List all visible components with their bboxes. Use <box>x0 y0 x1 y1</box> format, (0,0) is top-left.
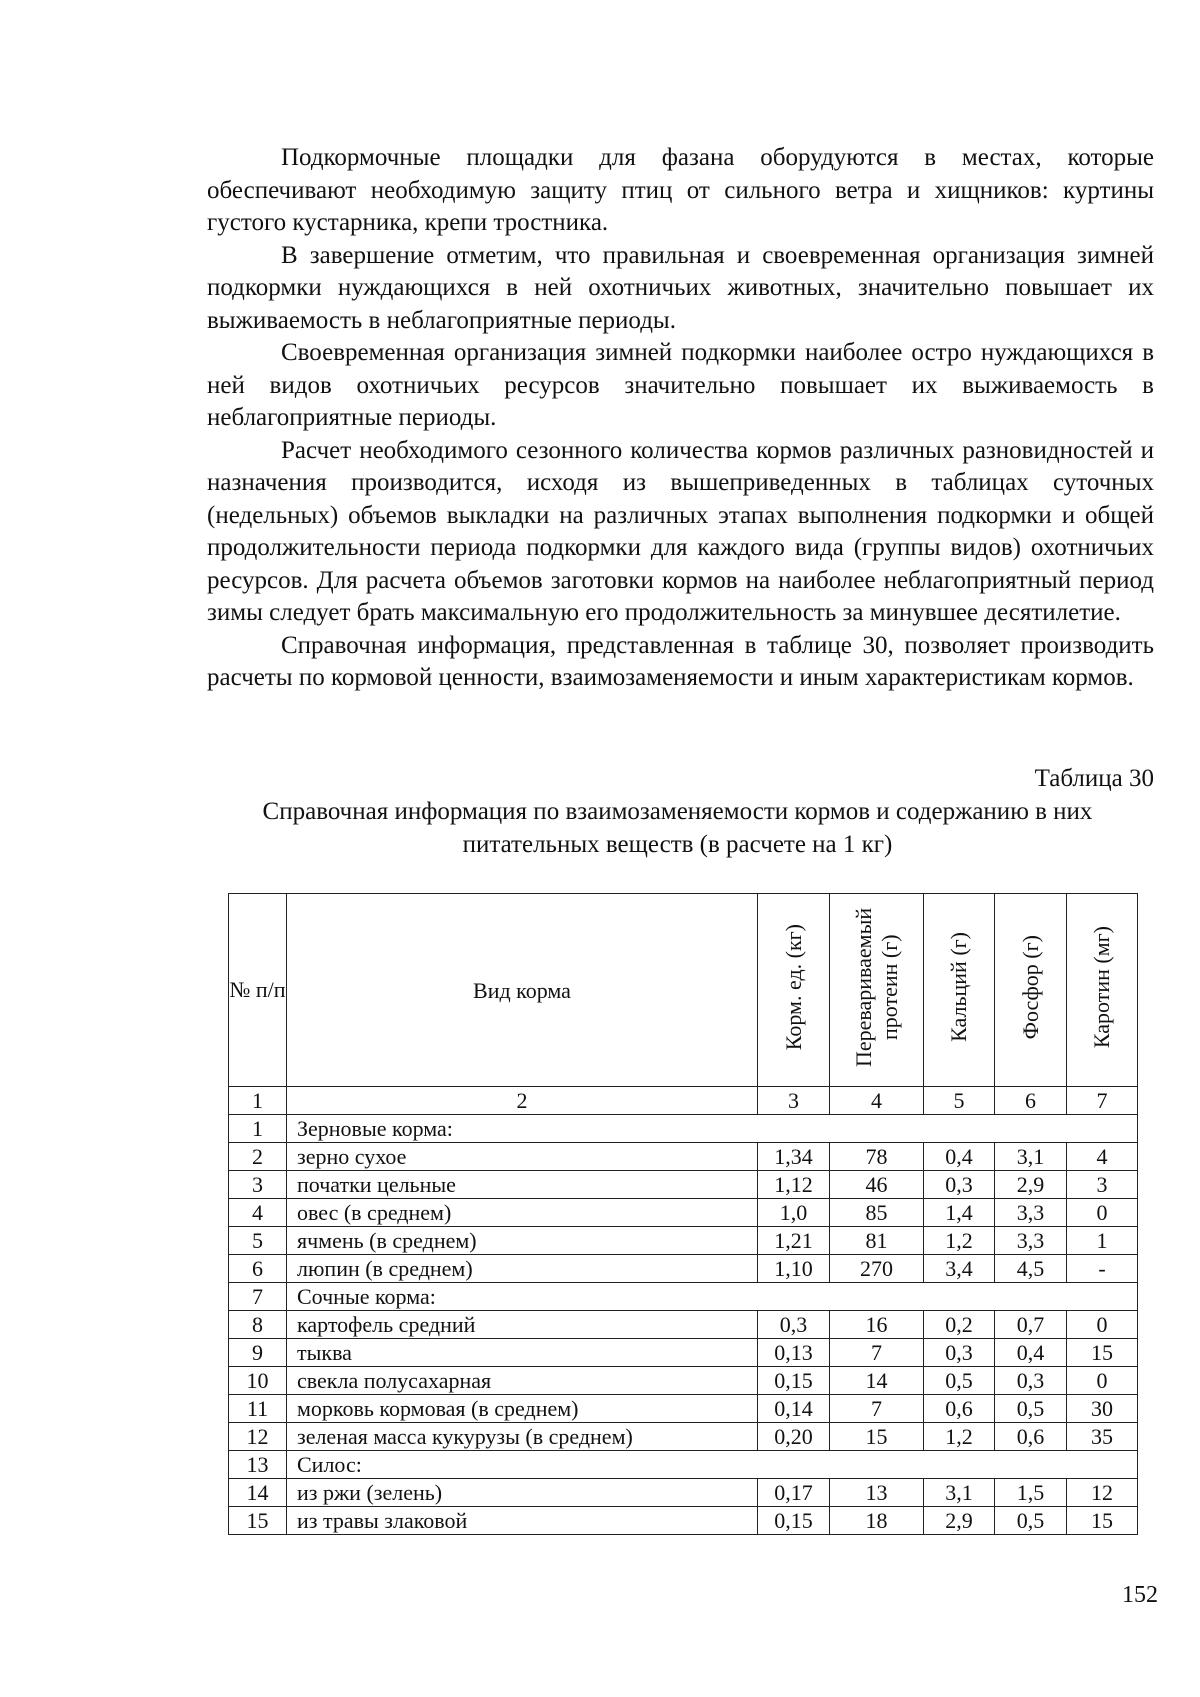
phosphorus-cell: 0,6 <box>995 1423 1067 1451</box>
protein-cell: 78 <box>830 1143 924 1171</box>
table-row <box>229 1367 1138 1395</box>
table-row <box>229 1479 1138 1507</box>
protein-cell: 270 <box>830 1255 924 1283</box>
paragraph: Расчет необходимого сезонного количества кормов различных разновидностей и назначения производится, исходя из вышеприведенных в таблицах суточных (недельных) объемов выкладки на различных этапах выполнения подкормки и общей продолжительности периода подкормки для каждого вида (группы видов) охотничьих ресурсов. Для расчета объемов заготовки кормов на наиболее неблагоприятный период зимы следует брать максимальную его продолжительность за минувшее десятилетие. <box>207 436 1154 626</box>
row-number-cell: 11 <box>229 1395 287 1423</box>
paragraph: В завершение отметим, что правильная и своевременная организация зимней подкормки нуждающихся в ней охотничьих животных, значительно повышает их выживаемость в неблагоприятные периоды. <box>207 241 1154 334</box>
column-number-cell: 6 <box>995 1087 1067 1115</box>
row-number-cell: 12 <box>229 1423 287 1451</box>
phosphorus-cell: 0,7 <box>995 1311 1067 1339</box>
row-number-cell: 5 <box>229 1227 287 1255</box>
row-number-cell: 6 <box>229 1255 287 1283</box>
feed-units-cell: 0,14 <box>758 1395 830 1423</box>
row-number-cell: 14 <box>229 1479 287 1507</box>
group-name-cell: Сочные корма: <box>287 1283 1138 1311</box>
column-number-cell: 2 <box>287 1087 758 1115</box>
protein-cell: 7 <box>830 1339 924 1367</box>
table-row <box>229 1171 1138 1199</box>
table-label: Таблица 30 <box>1034 765 1154 792</box>
calcium-cell: 0,3 <box>924 1339 995 1367</box>
feed-units-cell: 0,20 <box>758 1423 830 1451</box>
calcium-cell: 1,4 <box>924 1199 995 1227</box>
table-body <box>229 1087 1138 1535</box>
feed-name-cell: морковь кормовая (в среднем) <box>287 1395 758 1423</box>
row-number-cell: 2 <box>229 1143 287 1171</box>
table-row <box>229 1227 1138 1255</box>
phosphorus-cell: 3,3 <box>995 1227 1067 1255</box>
paragraph: Справочная информация, представленная в таблице 30, позволяет производить расчеты по кормовой ценности, взаимозаменяемости и иным характеристикам кормов. <box>207 631 1154 691</box>
carotene-cell: 0 <box>1067 1311 1138 1339</box>
row-number-cell: 10 <box>229 1367 287 1395</box>
protein-cell: 46 <box>830 1171 924 1199</box>
row-number-cell: 1 <box>229 1115 287 1143</box>
group-name-cell: Силос: <box>287 1451 1138 1479</box>
feed-name-cell: из ржи (зелень) <box>287 1479 758 1507</box>
header-feed-units-text: Корм. ед. (кг) <box>780 923 806 1051</box>
feed-units-cell: 1,12 <box>758 1171 830 1199</box>
row-number-cell: 4 <box>229 1199 287 1227</box>
protein-cell: 7 <box>830 1395 924 1423</box>
page-number: 152 <box>1122 1582 1158 1608</box>
table-caption: Справочная информация по взаимозаменяемости кормов и содержанию в них питательных веществ (в расчете на 1 кг) <box>262 798 1093 858</box>
body-text <box>207 142 1154 695</box>
calcium-cell: 2,9 <box>924 1507 995 1535</box>
header-carotene <box>1067 894 1138 1087</box>
feed-units-cell: 0,3 <box>758 1311 830 1339</box>
header-feed-kind: Вид корма <box>287 894 758 1087</box>
calcium-cell: 0,6 <box>924 1395 995 1423</box>
header-carotene-text: Каротин (мг) <box>1089 925 1114 1049</box>
feed-name-cell: початки цельные <box>287 1171 758 1199</box>
carotene-cell: 35 <box>1067 1423 1138 1451</box>
calcium-cell: 0,2 <box>924 1311 995 1339</box>
feed-name-cell: из травы злаковой <box>287 1507 758 1535</box>
feed-units-cell: 0,15 <box>758 1367 830 1395</box>
feed-units-cell: 0,13 <box>758 1339 830 1367</box>
feed-reference-table <box>228 893 1138 1535</box>
column-number-cell: 3 <box>758 1087 830 1115</box>
row-number-cell: 8 <box>229 1311 287 1339</box>
feed-name-cell: ячмень (в среднем) <box>287 1227 758 1255</box>
header-feed-units <box>758 894 830 1087</box>
row-number-cell: 9 <box>229 1339 287 1367</box>
header-protein <box>830 894 924 1087</box>
phosphorus-cell: 4,5 <box>995 1255 1067 1283</box>
paragraph: Подкормочные площадки для фазана оборудуются в местах, которые обеспечивают необходимую защиту птиц от сильного ветра и хищников: куртины густого кустарника, крепи тростника. <box>207 144 1154 236</box>
phosphorus-cell: 1,5 <box>995 1479 1067 1507</box>
calcium-cell: 1,2 <box>924 1227 995 1255</box>
carotene-cell: - <box>1067 1255 1138 1283</box>
protein-cell: 14 <box>830 1367 924 1395</box>
header-calcium-text: Кальций (г) <box>946 932 971 1042</box>
feed-units-cell: 1,21 <box>758 1227 830 1255</box>
carotene-cell: 1 <box>1067 1227 1138 1255</box>
phosphorus-cell: 0,3 <box>995 1367 1067 1395</box>
feed-name-cell: тыква <box>287 1339 758 1367</box>
table-row <box>229 1423 1138 1451</box>
calcium-cell: 3,1 <box>924 1479 995 1507</box>
feed-units-cell: 1,34 <box>758 1143 830 1171</box>
feed-units-cell: 0,15 <box>758 1507 830 1535</box>
header-phosphorus-text: Фосфор (г) <box>1017 934 1043 1040</box>
feed-units-cell: 1,0 <box>758 1199 830 1227</box>
carotene-cell: 15 <box>1067 1507 1138 1535</box>
carotene-cell: 4 <box>1067 1143 1138 1171</box>
protein-cell: 15 <box>830 1423 924 1451</box>
group-row <box>229 1451 1138 1479</box>
calcium-cell: 1,2 <box>924 1423 995 1451</box>
carotene-cell: 0 <box>1067 1199 1138 1227</box>
group-name-cell: Зерновые корма: <box>287 1115 1138 1143</box>
phosphorus-cell: 0,5 <box>995 1395 1067 1423</box>
table-row <box>229 1143 1138 1171</box>
protein-cell: 81 <box>830 1227 924 1255</box>
row-number-cell: 3 <box>229 1171 287 1199</box>
protein-cell: 16 <box>830 1311 924 1339</box>
feed-name-cell: овес (в среднем) <box>287 1199 758 1227</box>
header-phosphorus <box>995 894 1067 1087</box>
header-number: № п/п <box>229 894 287 1087</box>
feed-name-cell: люпин (в среднем) <box>287 1255 758 1283</box>
table-header-row <box>229 894 1138 1087</box>
feed-name-cell: картофель средний <box>287 1311 758 1339</box>
feed-name-cell: свекла полусахарная <box>287 1367 758 1395</box>
carotene-cell: 12 <box>1067 1479 1138 1507</box>
phosphorus-cell: 0,5 <box>995 1507 1067 1535</box>
phosphorus-cell: 3,3 <box>995 1199 1067 1227</box>
phosphorus-cell: 0,4 <box>995 1339 1067 1367</box>
column-number-cell: 1 <box>229 1087 287 1115</box>
carotene-cell: 0 <box>1067 1367 1138 1395</box>
header-calcium <box>924 894 995 1087</box>
feed-name-cell: зерно сухое <box>287 1143 758 1171</box>
feed-units-cell: 0,17 <box>758 1479 830 1507</box>
table-row <box>229 1395 1138 1423</box>
phosphorus-cell: 3,1 <box>995 1143 1067 1171</box>
column-number-cell: 5 <box>924 1087 995 1115</box>
paragraph: Своевременная организация зимней подкормки наиболее остро нуждающихся в ней видов охотничьих ресурсов значительно повышает их выживаемость в неблагоприятные периоды. <box>207 339 1154 431</box>
feed-name-cell: зеленая масса кукурузы (в среднем) <box>287 1423 758 1451</box>
row-number-cell: 13 <box>229 1451 287 1479</box>
feed-units-cell: 1,10 <box>758 1255 830 1283</box>
carotene-cell: 30 <box>1067 1395 1138 1423</box>
table-row <box>229 1311 1138 1339</box>
protein-cell: 18 <box>830 1507 924 1535</box>
table-row <box>229 1507 1138 1535</box>
column-number-cell: 4 <box>830 1087 924 1115</box>
calcium-cell: 0,3 <box>924 1171 995 1199</box>
column-number-cell: 7 <box>1067 1087 1138 1115</box>
calcium-cell: 3,4 <box>924 1255 995 1283</box>
table-row <box>229 1199 1138 1227</box>
group-row <box>229 1283 1138 1311</box>
group-row <box>229 1115 1138 1143</box>
carotene-cell: 15 <box>1067 1339 1138 1367</box>
calcium-cell: 0,4 <box>924 1143 995 1171</box>
table-row <box>229 1255 1138 1283</box>
protein-cell: 85 <box>830 1199 924 1227</box>
row-number-cell: 7 <box>229 1283 287 1311</box>
column-number-row <box>229 1087 1138 1115</box>
row-number-cell: 15 <box>229 1507 287 1535</box>
table-row <box>229 1339 1138 1367</box>
carotene-cell: 3 <box>1067 1171 1138 1199</box>
protein-cell: 13 <box>830 1479 924 1507</box>
header-protein-text: Перевариваемый протеин (г) <box>850 907 902 1067</box>
calcium-cell: 0,5 <box>924 1367 995 1395</box>
phosphorus-cell: 2,9 <box>995 1171 1067 1199</box>
